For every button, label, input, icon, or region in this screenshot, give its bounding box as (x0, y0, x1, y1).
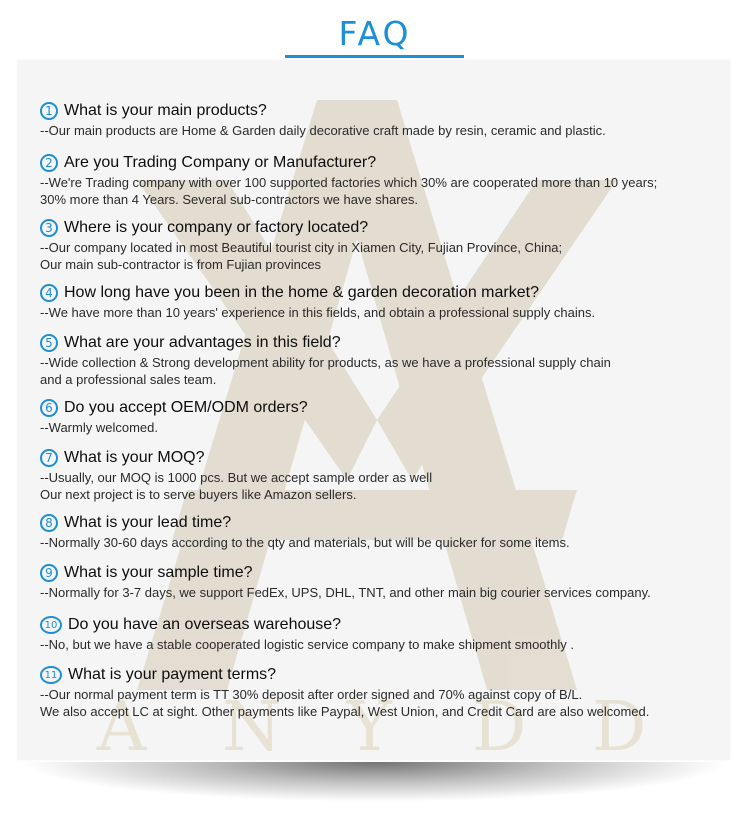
faq-item (40, 512, 730, 551)
faq-question-row (40, 217, 730, 239)
number-circle-icon: 9 (40, 564, 58, 582)
page-title: FAQ (338, 14, 412, 53)
faq-item (40, 447, 730, 502)
panel-shadow (20, 762, 730, 802)
faq-answer-line: --Normally for 3-7 days, we support FedEx, UPS, DHL, TNT, and other main big courier services company. (40, 585, 651, 600)
faq-question-row (40, 332, 730, 354)
watermark-letter: Y (347, 688, 392, 760)
faq-question: Do you accept OEM/ODM orders? (64, 399, 308, 416)
faq-question: What is your payment terms? (68, 666, 277, 683)
faq-answer-line: --No, but we have a stable cooperated logistic service company to make shipment smoothly . (40, 637, 574, 652)
faq-item (40, 100, 730, 139)
faq-item (40, 562, 730, 601)
faq-question-row (40, 397, 730, 419)
faq-answer-line: --We have more than 10 years' experience in this fields, and obtain a professional supply chains. (40, 305, 596, 320)
faq-question-row (40, 562, 730, 584)
number-circle-icon: 3 (40, 219, 58, 237)
watermark-letter: D (592, 688, 647, 760)
watermark-letter: N (222, 688, 282, 760)
faq-question: Do you have an overseas warehouse? (68, 616, 342, 633)
faq-item (40, 217, 730, 272)
faq-question: What is your MOQ? (64, 449, 205, 466)
faq-question-row (40, 282, 730, 304)
number-circle-icon: 10 (40, 616, 62, 634)
faq-answer-line: --Wide collection & Strong development ability for products, as we have a professional supply chain (40, 355, 611, 370)
number-circle-icon: 1 (40, 102, 58, 120)
faq-question-row (40, 512, 730, 534)
faq-answer-line: 30% more than 4 Years. Several sub-contractors we have shares. (40, 191, 418, 207)
faq-answer-line: --Warmly welcomed. (40, 420, 158, 435)
faq-answer-line: --Our normal payment term is TT 30% deposit after order signed and 70% against copy of B/L. (40, 687, 583, 702)
faq-item (40, 152, 730, 207)
faq-question: What is your sample time? (64, 564, 253, 581)
watermark-letter: A (97, 688, 147, 760)
faq-answer-line: Our main sub-contractor is from Fujian provinces (40, 256, 322, 272)
faq-question: What are your advantages in this field? (64, 334, 341, 351)
faq-question: Are you Trading Company or Manufacturer? (64, 154, 377, 171)
title-underline (285, 55, 464, 58)
faq-answer-line: and a professional sales team. (40, 371, 217, 387)
number-circle-icon: 4 (40, 284, 58, 302)
faq-item (40, 664, 730, 719)
faq-answer-line: Our next project is to serve buyers like Amazon sellers. (40, 486, 357, 502)
faq-answer-line: We also accept LC at sight. Other payments like Paypal, West Union, and Credit Card are also welcomed. (40, 703, 650, 719)
faq-answer-line: --Our company located in most Beautiful tourist city in Xiamen City, Fujian Province, China; (40, 240, 563, 255)
watermark-letter: D (472, 688, 527, 760)
faq-item (40, 614, 730, 653)
faq-question: What is your main products? (64, 102, 267, 119)
number-circle-icon: 7 (40, 449, 58, 467)
number-circle-icon: 11 (40, 666, 62, 684)
faq-item (40, 282, 730, 321)
faq-answer-line: --Our main products are Home & Garden daily decorative craft made by resin, ceramic and plastic. (40, 123, 606, 138)
faq-question-row (40, 614, 730, 636)
number-circle-icon: 2 (40, 154, 58, 172)
faq-question-row (40, 152, 730, 174)
faq-question-row (40, 447, 730, 469)
faq-question: Where is your company or factory located? (64, 219, 369, 236)
faq-question-row (40, 664, 730, 686)
number-circle-icon: 6 (40, 399, 58, 417)
faq-item (40, 332, 730, 387)
faq-answer-line: --Usually, our MOQ is 1000 pcs. But we accept sample order as well (40, 470, 433, 485)
number-circle-icon: 5 (40, 334, 58, 352)
number-circle-icon: 8 (40, 514, 58, 532)
faq-question: How long have you been in the home & garden decoration market? (64, 284, 539, 301)
faq-answer-line: --We're Trading company with over 100 supported factories which 30% are cooperated more than 10 years; (40, 175, 658, 190)
faq-question-row (40, 100, 730, 122)
faq-item (40, 397, 730, 436)
faq-answer-line: --Normally 30-60 days according to the qty and materials, but will be quicker for some items. (40, 535, 570, 550)
faq-question: What is your lead time? (64, 514, 232, 531)
page-header (0, 0, 750, 60)
